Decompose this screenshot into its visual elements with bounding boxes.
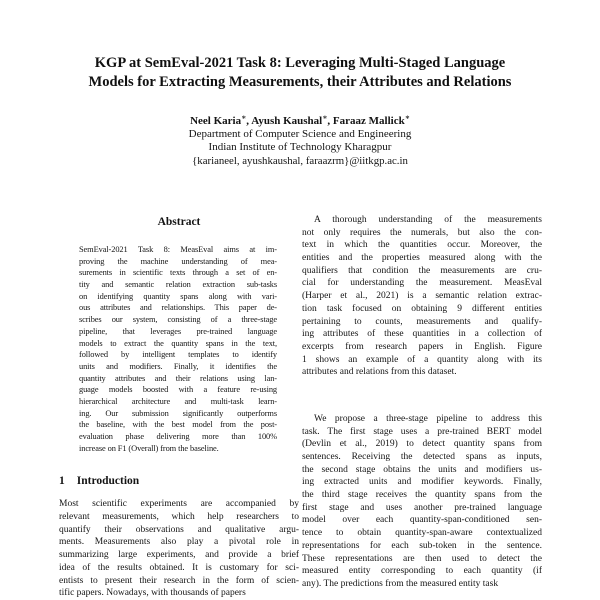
- text-line: task. The first stage uses a pre-trained BERT model: [302, 426, 542, 437]
- text-line: ing. Our submission significantly outperforms: [79, 408, 277, 418]
- text-line: proving the machine understanding of mea-: [79, 256, 277, 266]
- text-line: sentences. Receiving the detected spans as inputs,: [302, 452, 542, 462]
- text-line: pipeline, that leverages pre-trained language: [79, 326, 277, 336]
- abstract-heading: Abstract: [157, 216, 201, 228]
- text-line: Most scientific experiments are accompanied by: [59, 499, 299, 510]
- text-line: ments. Measurements also play a pivotal role in: [59, 537, 299, 548]
- right-column: [302, 214, 542, 591]
- text-line: tific papers. Nowadays, with thousands of papers: [59, 588, 246, 599]
- text-line: hierarchical architecture and multi-task learn-: [79, 396, 277, 406]
- introduction-body: [59, 498, 299, 600]
- text-line: any). The predictions from the measured entity task: [302, 578, 499, 589]
- author-name: Faraaz Mallick: [332, 115, 405, 127]
- text-line: first stage and uses another pre-trained language: [302, 502, 542, 513]
- text-line: relevant measurements, which help researchers to: [59, 512, 299, 523]
- author-footnote-marker: ∗: [241, 112, 247, 122]
- text-line: SemEval-2021 Task 8: MeasEval aims at im-: [79, 245, 277, 254]
- text-line: followed by intelligent templates to identify: [79, 350, 277, 360]
- right-column-paragraph-1: [302, 214, 542, 379]
- text-line: units and modifiers. Finally, it identifies the: [79, 361, 277, 371]
- text-line: model over each quantity-span-conditioned sen-: [302, 515, 542, 526]
- affiliation-institute: Indian Institute of Technology Kharagpur: [208, 141, 392, 154]
- abstract-body: [59, 244, 299, 454]
- text-line: ous attributes and relationships. This paper de-: [79, 303, 277, 313]
- text-line: text in which the quantities occur. Moreover, the: [302, 240, 542, 251]
- paper-title: [40, 54, 560, 91]
- text-line: representations for each sub-token in the sentence.: [302, 540, 542, 551]
- text-line: ing extracted units and modifier keywords. Finally,: [302, 477, 542, 488]
- text-line: quantify their observations and qualitative argu-: [59, 524, 299, 535]
- paper-header: [40, 54, 560, 168]
- text-line: ing attributes of these quantities in a collection of: [302, 329, 542, 340]
- text-line: the third stage receives the quantity spans from the: [302, 490, 542, 501]
- text-line: attributes and relations from this dataset.: [302, 367, 457, 378]
- email-line: {karianeel, ayushkaushal, faraazrm}@iitkgp.ac.in: [192, 154, 408, 167]
- text-line: surements in scientific texts through a set of en-: [79, 268, 277, 278]
- text-line: summarizing large experiments, and provide a brief: [59, 550, 299, 561]
- text-line: the baseline, with the best model from the post-: [79, 420, 277, 430]
- affiliation-department: Department of Computer Science and Engineering: [188, 128, 412, 141]
- text-line: qualifiers that condition the measurements are cru-: [302, 265, 542, 276]
- text-line: These representations are then used to detect the: [302, 553, 542, 564]
- text-line: entities and the properties measured along with the: [302, 253, 542, 264]
- paper-title-line-1: KGP at SemEval-2021 Task 8: Leveraging Multi-Staged Language: [94, 55, 506, 71]
- text-line: guage models boosted with a feature re-using: [79, 385, 277, 395]
- text-line: scribes our system, consisting of a three-stage: [79, 315, 277, 325]
- left-column: [59, 216, 299, 600]
- text-line: the second stage obtains the units and modifiers us-: [302, 464, 542, 475]
- text-line: models to extract the quantity spans in the text,: [79, 338, 277, 348]
- section-number: 1: [59, 475, 65, 488]
- text-line: (Devlin et al., 2019) to detect quantity spans from: [302, 439, 542, 450]
- paper-title-line-2: Models for Extracting Measurements, their Attributes and Relations: [88, 73, 512, 90]
- text-line: increase on F1 (Overall) from the baseline.: [79, 443, 219, 453]
- author-footnote-marker: ∗: [404, 112, 410, 122]
- text-line: entists to present their research in the form of scien-: [59, 575, 299, 586]
- right-column-paragraph-2: [302, 413, 542, 591]
- author-footnote-marker: ∗: [322, 112, 328, 122]
- text-line: on identifying quantity spans along with vari-: [79, 291, 277, 301]
- text-line: cial for understanding the measurement. MeasEval: [302, 278, 542, 289]
- text-line: evaluation phase delivering more than 100%: [79, 432, 277, 441]
- author-name: Ayush Kaushal: [251, 115, 323, 127]
- text-line: (Harper et al., 2021) is a semantic relation extrac-: [302, 291, 542, 302]
- text-line: A thorough understanding of the measurements: [314, 215, 542, 225]
- text-line: excerpts from research papers in English. Figure: [302, 341, 542, 352]
- text-line: tence to obtain quantity-span-aware contextualized: [302, 528, 542, 539]
- introduction-heading: [59, 474, 299, 488]
- text-line: not only requires the numerals, but also the con-: [302, 227, 542, 238]
- authors-line: Neel Karia∗, Ayush Kaushal∗, Faraaz Mallick∗: [190, 112, 410, 127]
- author-name: Neel Karia: [190, 115, 242, 127]
- section-title: Introduction: [76, 475, 140, 488]
- text-line: tity and semantic relation extraction sub-tasks: [79, 280, 277, 290]
- text-line: 1 shows an example of a quantity along with its: [302, 354, 542, 365]
- text-line: measured entity corresponding to each quantity (if: [302, 566, 542, 577]
- text-line: quantity attributes and their relations using lan-: [79, 373, 277, 383]
- text-line: pertaining to counts, measurements and qualify-: [302, 316, 542, 327]
- text-line: tion task focused on obtaining 9 different entities: [302, 303, 542, 314]
- text-line: idea of the results obtained. It is customary for sci-: [59, 562, 299, 573]
- text-line: We propose a three-stage pipeline to address this: [314, 413, 542, 424]
